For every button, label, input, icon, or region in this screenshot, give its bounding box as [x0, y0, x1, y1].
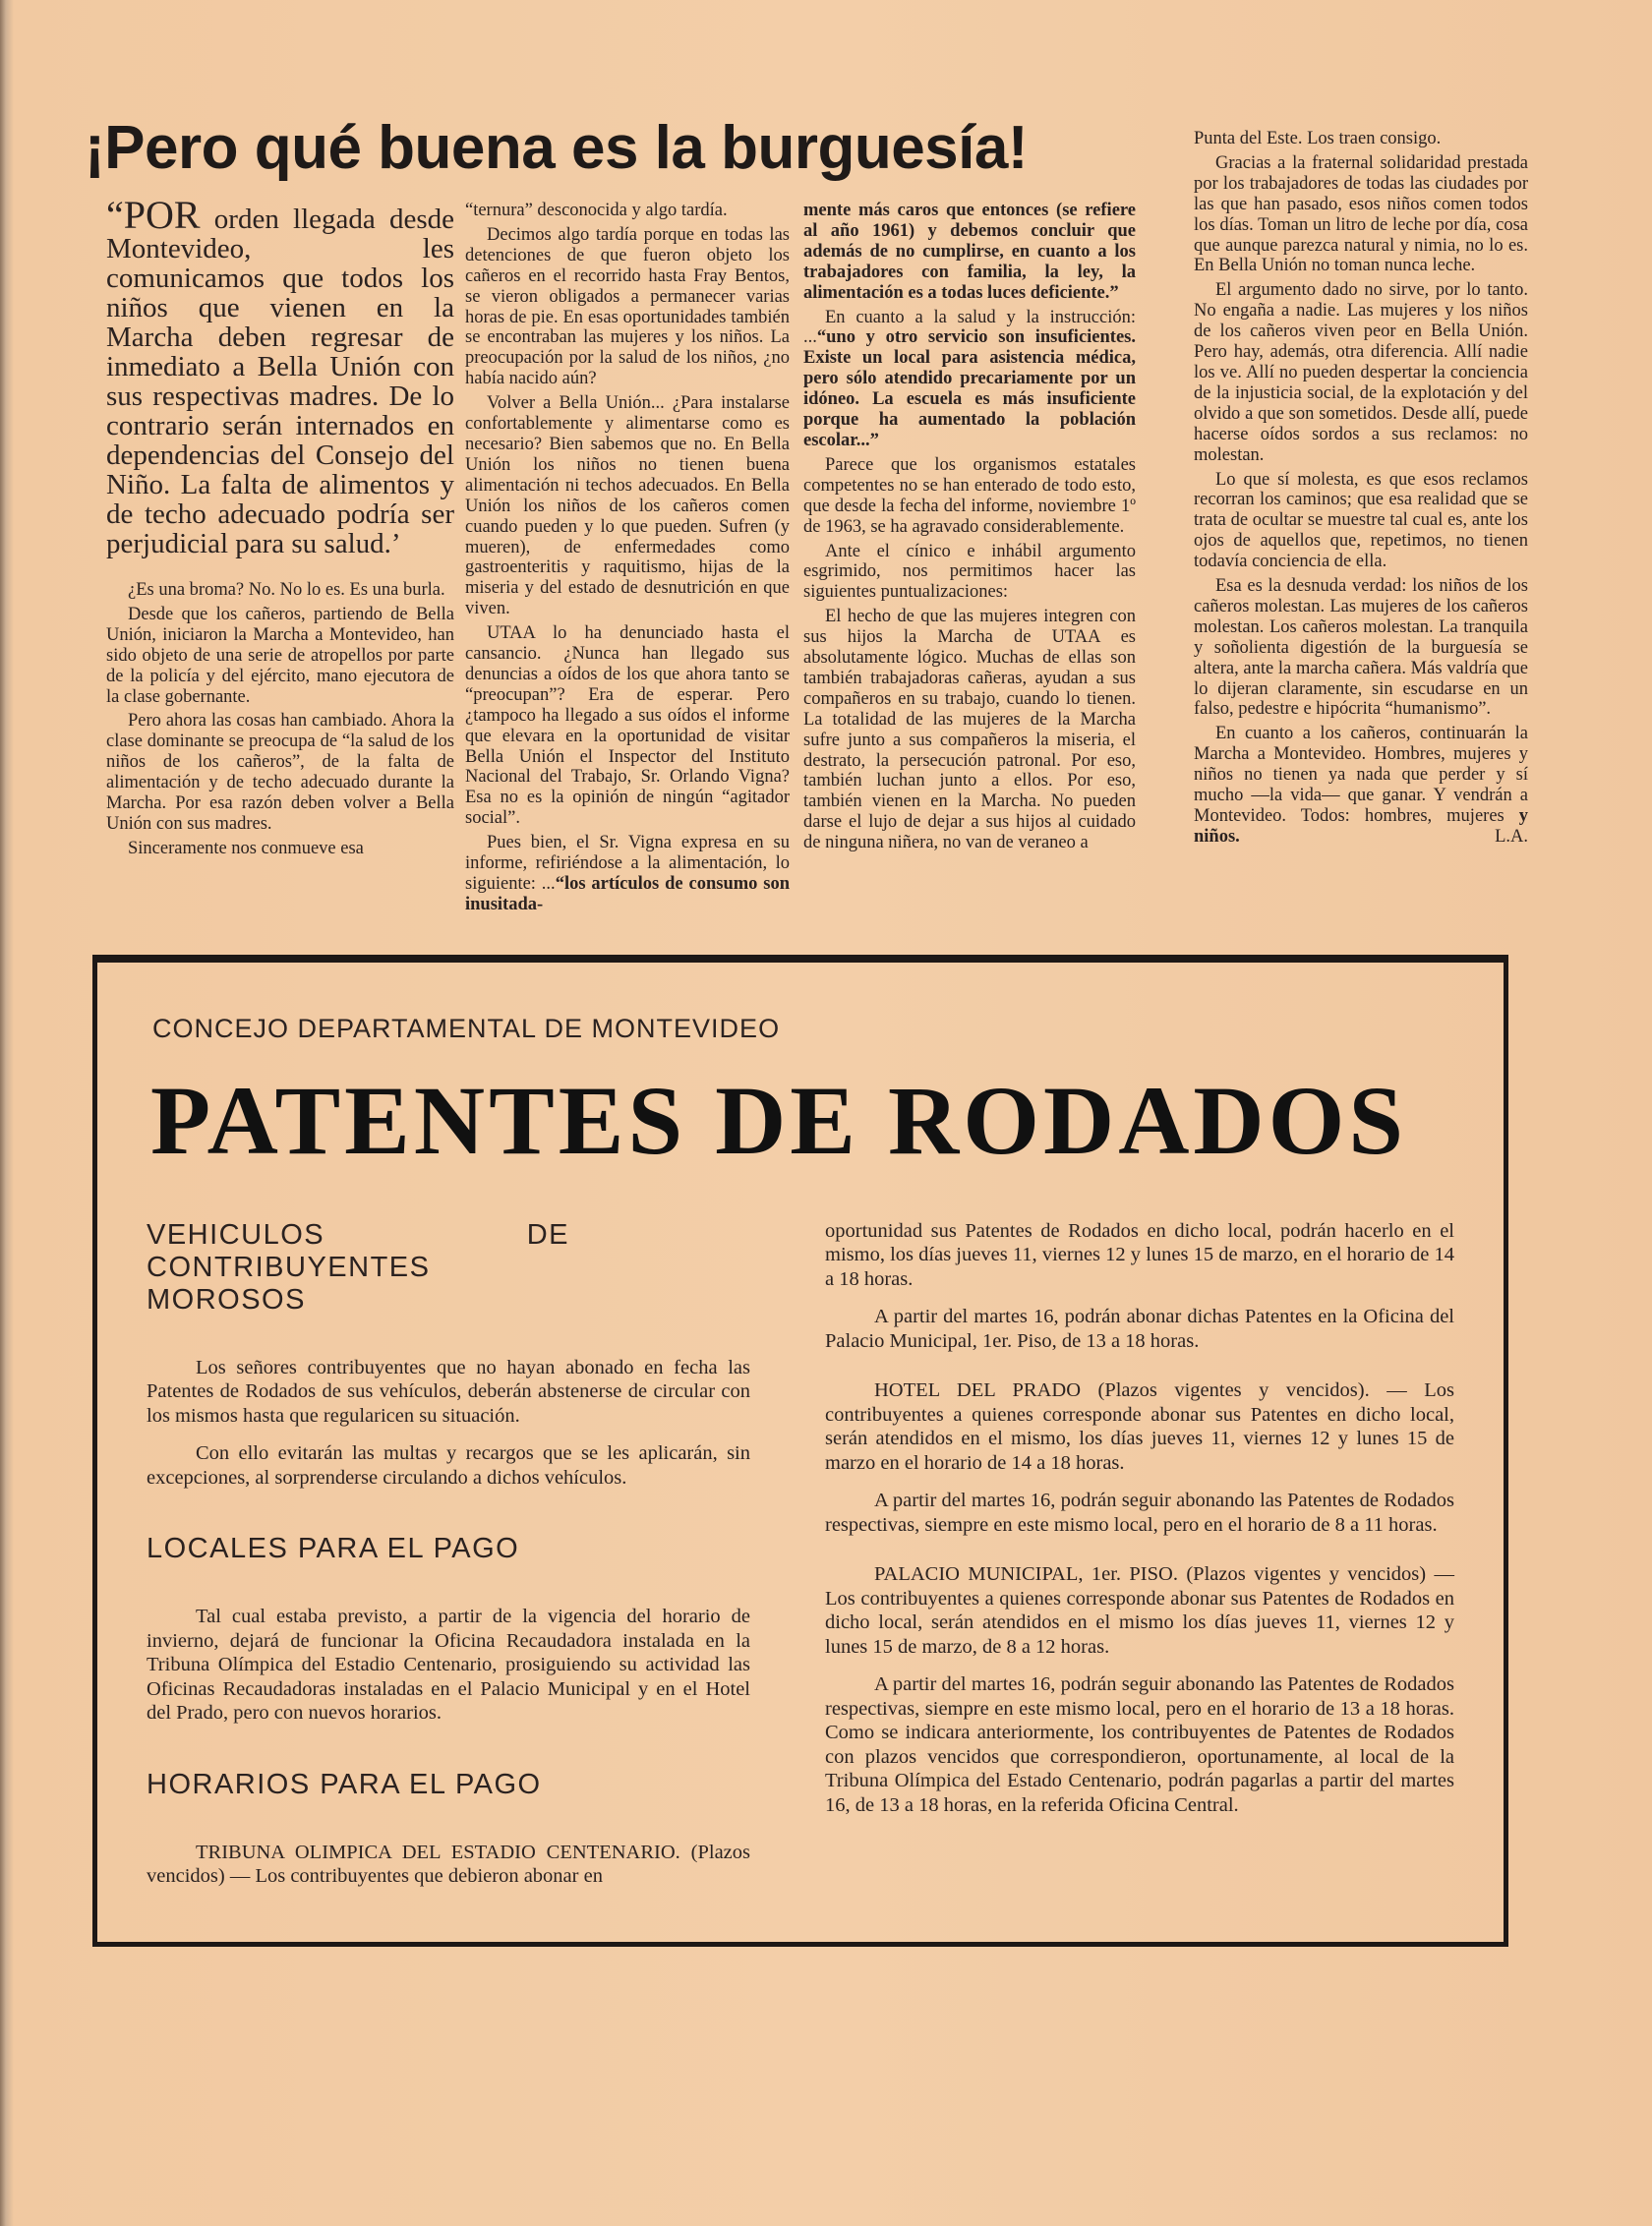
- paragraph-text: Pero ahora las cosas han cambiado. Ahora la clase dominante se preocupa de “la salud de los niños de los cañeros”, de la falta de alimentación y de techo adecuado durante la Marcha. Por esa razón deben volver a Bella Unión con sus madres.: [106, 711, 454, 834]
- ad-heading-locales: LOCALES PARA EL PAGO: [147, 1533, 520, 1565]
- advertisement-box: [92, 955, 1508, 1947]
- ad-right-column: [825, 1219, 1454, 1832]
- article-paragraph: [1194, 280, 1528, 465]
- article-column-1-wrapper: [106, 193, 454, 863]
- ad-heading-vehiculos: VEHICULOS DE CONTRIBUYENTES MOROSOS: [147, 1218, 569, 1316]
- article-columns-row: [106, 193, 1156, 919]
- article-paragraph: [106, 605, 454, 708]
- paragraph-quote-bold: mente más caros que entonces (se refiere al año 1961) y debemos concluir que además de no cumplirse, en cuanto a los trabajadores con familia, la ley, la alimentación es a todas luces deficiente.”: [803, 201, 1136, 303]
- ad-paragraph: oportunidad sus Patentes de Rodados en dicho local, podrán hacerlo en el mismo, los días jueves 11, viernes 12 y lunes 15 de marzo, en el horario de 14 a 18 horas.: [825, 1219, 1454, 1290]
- article-paragraph: [1194, 129, 1528, 149]
- paragraph-quote-bold: y niños.: [1194, 806, 1528, 847]
- lead-quote: [106, 193, 454, 559]
- ad-columns: [147, 1219, 1454, 1903]
- ad-paragraph: HOTEL DEL PRADO (Plazos vigentes y vencidos). — Los contribuyentes a quienes corresponde abonar sus Patentes en dicho local, serán atendidos en el mismo, los días jueves 11, viernes 12 y lunes 15 de marzo en el horario de 14 a 18 horas.: [825, 1379, 1454, 1474]
- paragraph-text: En cuanto a la salud y la instrucción: ...: [803, 307, 1136, 348]
- ad-paragraph: A partir del martes 16, podrán seguir abonando las Patentes de Rodados respectivas, siempre en este mismo local, pero en el horario de 8 a 11 horas.: [825, 1490, 1454, 1536]
- paragraph-text: El hecho de que las mujeres integren con sus hijos la Marcha de UTAA es absolutamente lógico. Muchas de ellas son también trabajadoras cañeras, ayudan a sus compañeros en su trabajo, cuando lo tienen. La totalidad de las mujeres de la Marcha sufre junto a sus compañeros la miseria, el destrato, la persecución patronal. Por eso, también luchan junto a ellos. Por eso, también vienen en la Marcha. No pueden darse el lujo de dejar a sus hijos al cuidado de ninguna niñera, no van de veraneo a: [803, 607, 1136, 853]
- article-paragraph: [106, 711, 454, 834]
- ad-paragraph: TRIBUNA OLIMPICA DEL ESTADIO CENTENARIO. (Plazos vencidos) — Los contribuyentes que debieron abonar en: [147, 1841, 750, 1888]
- ad-left-column: [147, 1219, 750, 1903]
- paragraph-text: Pues bien, el Sr. Vigna expresa en su informe, refiriéndose a la alimentación, lo siguiente: ...: [465, 833, 790, 894]
- article-paragraph: [803, 607, 1136, 853]
- paragraph-text: Parece que los organismos estatales competentes no se han enterado de todo esto, que desde la fecha del informe, noviembre 1º de 1963, se ha agravado considerablemente.: [803, 454, 1136, 537]
- article-paragraph: [465, 833, 790, 915]
- paragraph-quote-bold: “los artículos de consumo son inusitada-: [465, 874, 791, 914]
- article-paragraph: [803, 308, 1136, 451]
- article-column-2: [465, 201, 790, 919]
- article-paragraph: [803, 542, 1136, 604]
- paragraph-text: Decimos algo tardía porque en todas las detenciones de que fueron objeto los cañeros en el recorrido hasta Fray Bentos, se vieron obligados a permanecer varias horas de pie. En esas oportunidades también se encontraban las mujeres y los niños. La preocupación por la salud de los niños, ¿no había nacido aún?: [465, 224, 790, 389]
- ad-paragraph: PALACIO MUNICIPAL, 1er. PISO. (Plazos vigentes y vencidos) — Los contribuyentes a quienes corresponde abonar sus Patentes de Rodados en dicho local, serán atendidos en el mismo los días jueves 11, viernes 12 y lunes 15 de marzo, de 8 a 12 horas.: [825, 1563, 1454, 1658]
- article-paragraph: [465, 393, 790, 619]
- lead-quote-initial: “POR: [106, 193, 201, 237]
- ad-paragraph: Tal cual estaba previsto, a partir de la vigencia del horario de invierno, dejará de funcionar la Oficina Recaudadora instalada en la Tribuna Olímpica del Estadio Centenario, prosiguiendo su actividad las Oficinas Recaudadoras instaladas en el Palacio Municipal y en el Hotel del Prado, pero con nuevos horarios.: [147, 1606, 750, 1725]
- paragraph-text: Lo que sí molesta, es que esos reclamos recorran los caminos; que esa realidad que se trata de ocultar se muestre tal cual es, ante los ojos de aquellos que, repetimos, no tienen todavía conciencia de ella.: [1194, 469, 1528, 572]
- author-signature: L.A.: [1495, 826, 1528, 847]
- article-paragraph: [1194, 470, 1528, 573]
- ad-paragraph: Con ello evitarán las multas y recargos que se les aplicarán, sin excepciones, al sorprenderse circulando a dichos vehículos.: [147, 1442, 750, 1489]
- article-main-columns: [85, 110, 1156, 919]
- article-column-1: [106, 580, 454, 859]
- paragraph-text: En cuanto a los cañeros, continuarán la Marcha a Montevideo. Hombres, mujeres y niños no tienen ya nada que perder y sí mucho —la vida— que ganar. Y vendrán a Montevideo. Todos: hombres, mujeres: [1194, 724, 1528, 826]
- paragraph-text: ¿Es una broma? No. No lo es. Es una burla.: [128, 580, 445, 600]
- ad-paragraph: Los señores contribuyentes que no hayan abonado en fecha las Patentes de Rodados de sus vehículos, deberán abstenerse de circular con los mismos hasta que regularicen su situación.: [147, 1356, 750, 1427]
- paragraph-text: Ante el cínico e inhábil argumento esgrimido, nos permitimos hacer las siguientes puntualizaciones:: [803, 541, 1136, 603]
- ad-paragraph: A partir del martes 16, podrán seguir abonando las Patentes de Rodados respectivas, siempre en este mismo local, pero en el horario de 13 a 18 horas. Como se indicara anteriormente, los contribuyentes de Patentes de Rodados con plazos vencidos que correspondieron, oportunamente, al local de la Tribuna Olímpica del Estado Centenario, podrán pagarlas a partir del martes 16, de 13 a 18 horas, en la referida Oficina Central.: [825, 1673, 1454, 1816]
- article-paragraph: [1194, 724, 1528, 847]
- ad-heading-horarios: HORARIOS PARA EL PAGO: [147, 1768, 542, 1800]
- article-column-4: [1194, 129, 1528, 851]
- paragraph-quote-bold: “uno y otro servicio son insuficientes. Existe un local para asistencia médica, pero sólo atendido precariamente por un idóneo. La escuela es más insuficiente porque ha aumentado la población escolar...”: [803, 327, 1136, 450]
- article-paragraph: [465, 225, 790, 389]
- article-paragraph: [1194, 153, 1528, 276]
- article-paragraph: [106, 580, 454, 601]
- article-paragraph: [106, 839, 454, 859]
- article-paragraph: [803, 201, 1136, 304]
- paragraph-text: UTAA lo ha denunciado hasta el cansancio. ¿Nunca han llegado sus denuncias a oídos de los que ahora tanto se “preocupan”? Era de esperar. Pero ¿tampoco ha llegado a sus oídos el informe que elevara en la oportunidad de visitar Bella Unión el Inspector del Instituto Nacional del Trabajo, Sr. Orlando Vigna? Esa no es la opinión de ningún “agitador social”.: [465, 623, 790, 829]
- article-paragraph: [465, 623, 790, 829]
- paragraph-text: “ternura” desconocida y algo tardía.: [465, 201, 728, 220]
- paragraph-text: Volver a Bella Unión... ¿Para instalarse confortablemente y alimentarse como es necesario? Bien sabemos que no. En Bella Unión los niños no tienen buena alimentación ni techos adecuados. En Bella Unión los niños de los cañeros comen cuando pueden y lo que pueden. Sufren (y mueren), de enfermedades como gastroenteritis y raquitismo, hijas de la miseria y del estado de desnutrición en que viven.: [465, 393, 790, 619]
- article-paragraph: [803, 455, 1136, 538]
- article-headline: ¡Pero qué buena es la burguesía!: [85, 114, 1029, 182]
- paragraph-text: Punta del Este. Los traen consigo.: [1194, 129, 1442, 148]
- paragraph-text: El argumento dado no sirve, por lo tanto. No engaña a nadie. Las mujeres y los niños de los cañeros viven peor en Bella Unión. Pero hay, además, otra diferencia. Allí nadie los ve. Allí no pueden despertar la conciencia de la injusticia social, de la explotación y del olvido a que son sometidos. Desde allí, puede hacerse oídos sordos a sus reclamos: no molestan.: [1194, 280, 1528, 465]
- article-paragraph: [1194, 576, 1528, 720]
- article-paragraph: [465, 201, 790, 221]
- article: [85, 0, 1530, 919]
- lead-quote-text: orden llegada desde Montevideo, les comunicamos que todos los niños que vienen en la Marcha deben regresar de inmediato a Bella Unión con sus respectivas madres. De lo contrario serán internados en dependencias del Consejo del Niño. La falta de alimentos y de techo adecuado podría ser perjudicial para su salud.’: [106, 204, 454, 559]
- paragraph-text: Sinceramente nos conmueve esa: [128, 838, 364, 858]
- article-column-3: [803, 201, 1136, 857]
- paragraph-text: Gracias a la fraternal solidaridad prestada por los trabajadores de todas las ciudades por las que han pasado, esos niños comen todos los días. Toman un litro de leche por día, cosa que aunque parezca natural y nimia, no lo es. En Bella Unión no toman nunca leche.: [1194, 152, 1528, 276]
- ad-organization: CONCEJO DEPARTAMENTAL DE MONTEVIDEO: [152, 1013, 781, 1043]
- paragraph-text: Esa es la desnuda verdad: los niños de los cañeros molestan. Las mujeres de los cañeros molestan. Los cañeros molestan. La tranquila y soñolienta digestión de la burguesía se altera, ante la marcha cañera. Más valdría que lo dijeran claramente, sin escudarse en un falso, pedestre e hipócrita “humanismo”.: [1194, 576, 1528, 720]
- paragraph-text: Desde que los cañeros, partiendo de Bella Unión, iniciaron la Marcha a Montevideo, han sido objeto de una serie de atropellos por parte de la policía y del ejército, mano ejecutora de la clase gobernante.: [106, 604, 454, 707]
- ad-title: PATENTES DE RODADOS: [150, 1065, 1408, 1175]
- ad-paragraph: A partir del martes 16, podrán abonar dichas Patentes en la Oficina del Palacio Municipal, 1er. Piso, de 13 a 18 horas.: [825, 1306, 1454, 1352]
